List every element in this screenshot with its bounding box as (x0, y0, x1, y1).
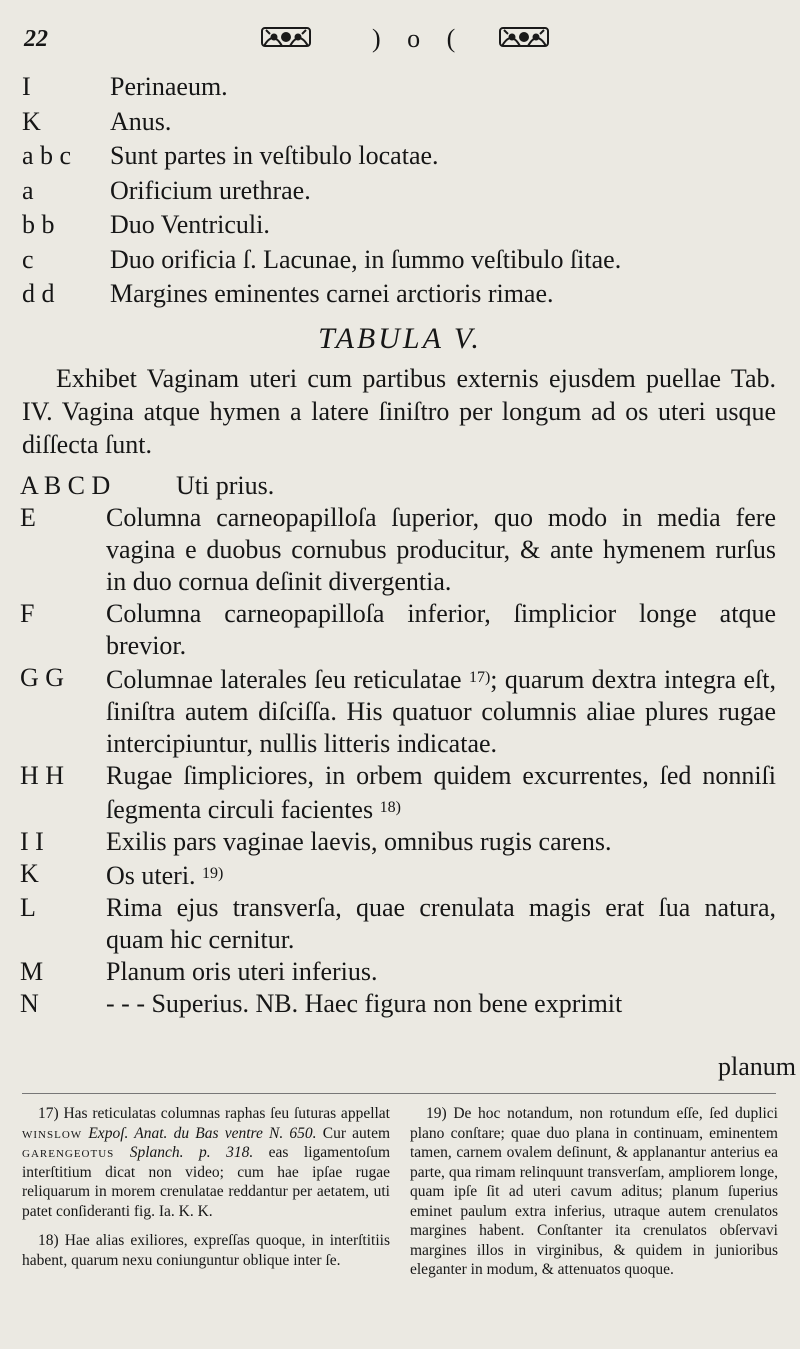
legend-entry (20, 988, 776, 1020)
legend-entry (20, 470, 776, 502)
legend-text (106, 760, 776, 826)
floral-ornament-icon (260, 24, 312, 50)
legend-key: a (22, 175, 34, 205)
legend-key: I (22, 72, 31, 101)
legend-text-part: ; quarum dextra integra eſt, ſiniſtra autem diſciſſa. His quatuor columnis aliae plures rugae intercipiuntur, nullis litteris indicatae. (106, 665, 777, 758)
legend-key: c (22, 244, 34, 274)
footnote-17 (22, 1104, 390, 1221)
footnote-18: 18) Hae alias exiliores, expreſſas quoque, in interſtitiis habent, quarum nexu coniunguntur oblique inter ſe. (22, 1232, 390, 1269)
legend-key: K (20, 859, 39, 888)
footnote-19: 19) De hoc notandum, non rotundum eſſe, ſed duplici plano conſtare; quae duo plana in continuam, eminentem tamen, carnem ovalem deſinunt, & applanantur anterius ea parte, qua rimam relinquunt transverſam, ampliorem longe, quam ipſe ſit ad uteri cavum aditus; planum ſuperius eminet paulum extra inferius, utraque autem crenulatos margines habent. Conſtanter ita crenulatos obſervavi margines illos in virginibus, & quidem in junioribus eleganter in modum, & attenuatos quoque. (410, 1105, 778, 1278)
footnote-text: Cur autem (322, 1124, 391, 1142)
legend-key: M (20, 957, 44, 986)
legend-key: H H (20, 761, 65, 790)
legend-text: Perinaeum. (110, 72, 228, 101)
legend-text: Duo Ventriculi. (110, 210, 270, 239)
citation: Splanch. p. 318. (129, 1144, 254, 1161)
legend-entry (20, 662, 776, 760)
legend-text-part: Os uteri. (106, 861, 196, 890)
floral-ornament-icon (498, 24, 550, 50)
section-title: TABULA V. (318, 322, 482, 355)
legend-key: E (20, 503, 36, 532)
footnotes-right-column (410, 1104, 778, 1280)
legend-entry (20, 956, 776, 988)
legend-key: A B C D (20, 471, 111, 500)
legend-entry (22, 174, 782, 209)
author-name: winslow (22, 1124, 83, 1142)
legend-entry (20, 826, 776, 858)
legend-entry (22, 70, 782, 105)
legend-text: Columna carneopapilloſa inferior, ſimplicior longe atque brevior. (106, 599, 776, 660)
legend-text: - - - Superius. NB. Haec figura non bene exprimit (106, 989, 623, 1018)
legend-text: Sunt partes in veſtibulo locatae. (110, 141, 439, 170)
footnote-divider (22, 1093, 776, 1094)
legend-entry (20, 892, 776, 956)
legend-key: d d (22, 279, 55, 308)
legend-key: L (20, 893, 36, 922)
legend-entry (22, 105, 782, 140)
legend-entry (20, 760, 776, 826)
legend-key: F (20, 599, 35, 628)
legend-entry (20, 502, 776, 598)
legend-text-part: Columnae laterales ſeu reticulatae (106, 665, 462, 694)
footnote-text: 17) Has reticulatas columnas raphas ſeu ſuturas appellat (38, 1105, 390, 1122)
legend-key: I I (20, 827, 44, 856)
legend-key: a b c (22, 141, 72, 170)
legend-text: Columna carneopapilloſa ſuperior, quo modo in media fere vagina e duobus cornubus producitur, & ante hymenem rurſus in duo cornua deſinit divergentia. (106, 503, 776, 596)
legend-key: G G (20, 663, 65, 692)
legend-entry (20, 858, 776, 892)
footnote-ref: 18) (379, 799, 401, 816)
legend-text: Planum oris uteri inferius. (106, 957, 378, 986)
legend-text (106, 662, 776, 760)
catchword: planum (718, 1052, 796, 1081)
legend-key: N (20, 989, 39, 1018)
header-center-mark: ) o ( (372, 24, 466, 53)
legend-key: b b (22, 210, 55, 239)
legend-text: Orificium urethrae. (110, 175, 311, 205)
legend-text: Anus. (110, 106, 172, 136)
legend-text (106, 858, 776, 892)
tabula-legend-list (20, 470, 776, 1020)
legend-text: Exilis pars vaginae laevis, omnibus rugis carens. (106, 827, 612, 856)
legend-entry (22, 139, 782, 174)
legend-key: K (22, 106, 41, 136)
citation: Expoſ. Anat. du Bas ventre N. 650. (88, 1124, 317, 1142)
footnote-ref: 19) (202, 865, 224, 882)
page-number: 22 (24, 26, 48, 52)
legend-text: Uti prius. (176, 471, 275, 500)
footnotes-left-column (22, 1104, 390, 1270)
footnote-text: eas ligamentoſum interſtitium dicat non video; cum hae ipſae rugae reliquarum in morem crenulatae reddantur per aetatem, uti patet conſideranti fig. Ia. K. K. (22, 1144, 390, 1220)
legend-entry (22, 277, 782, 312)
legend-entry (22, 208, 782, 243)
legend-text: Duo orificia ſ. Lacunae, in ſummo veſtibulo ſitae. (110, 244, 622, 274)
legend-entry (22, 243, 782, 278)
footnote-ref: 17) (468, 669, 491, 686)
legend-text: Rima ejus transverſa, quae crenulata magis erat ſua natura, quam hic cernitur. (106, 893, 776, 954)
legend-entry (20, 598, 776, 662)
figure-legend-list (22, 70, 782, 312)
author-name: garengeotus (22, 1144, 115, 1161)
intro-paragraph: Exhibet Vaginam uteri cum partibus externis ejusdem puellae Tab. IV. Vagina atque hymen a latere ſiniſtro per longum ad os uteri usque diſſecta ſunt. (22, 364, 776, 459)
page-header (20, 22, 780, 56)
legend-text: Margines eminentes carnei arctioris rimae. (110, 279, 554, 308)
legend-text-part: Rugae ſimpliciores, in orbem quidem excurrentes, ſed nonniſi ſegmenta circuli facientes (106, 761, 776, 824)
